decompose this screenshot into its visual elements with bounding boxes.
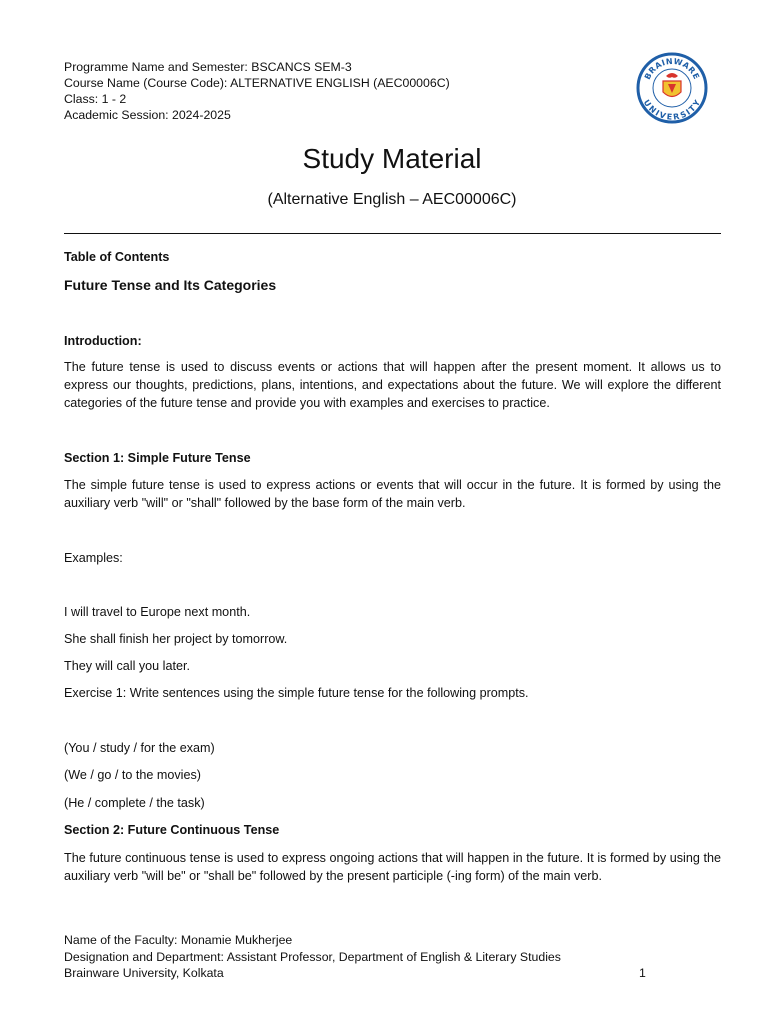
session-line: Academic Session: 2024-2025 bbox=[64, 108, 231, 122]
exercise-prompt: (He / complete / the task) bbox=[64, 796, 205, 810]
class-line: Class: 1 - 2 bbox=[64, 92, 127, 106]
intro-heading: Introduction: bbox=[64, 334, 142, 348]
faculty-name: Name of the Faculty: Monamie Mukherjee bbox=[64, 933, 293, 947]
section2-text: The future continuous tense is used to express ongoing actions that will happen in the future. It is formed by using the auxiliary verb "will be" or "shall be" followed by the present participle (-ing form) of the main verb. bbox=[64, 851, 721, 883]
university-logo bbox=[636, 52, 708, 124]
example-item: She shall finish her project by tomorrow. bbox=[64, 632, 288, 646]
example-item: They will call you later. bbox=[64, 659, 190, 673]
examples-label: Examples: bbox=[64, 551, 123, 565]
logo-bottom-text: UNIVERSITY bbox=[641, 98, 703, 122]
topic-heading: Future Tense and Its Categories bbox=[64, 277, 277, 293]
header-divider bbox=[64, 233, 721, 234]
course-meta bbox=[64, 59, 450, 123]
section1-text: The simple future tense is used to express actions or events that will occur in the future. It is formed by using the auxiliary verb "will" or "shall" followed by the base form of the main verb. bbox=[64, 478, 721, 510]
university-name: Brainware University, Kolkata bbox=[64, 966, 224, 980]
faculty-designation: Designation and Department: Assistant Professor, Department of English & Literary Studies bbox=[64, 949, 561, 964]
page-number: 1 bbox=[639, 966, 646, 980]
page-title: Study Material bbox=[302, 143, 482, 174]
page-footer bbox=[64, 932, 664, 982]
page-subtitle: (Alternative English – AEC00006C) bbox=[267, 191, 517, 208]
exercise-prompt: (We / go / to the movies) bbox=[64, 768, 201, 782]
exercise-instruction: Exercise 1: Write sentences using the simple future tense for the following prompts. bbox=[64, 686, 529, 700]
intro-text: The future tense is used to discuss events or actions that will happen after the present moment. It allows us to express our thoughts, predictions, plans, intentions, and expectations about the future. We will explore the different categories of the future tense and provide you with examples and exercises to practice. bbox=[64, 360, 721, 410]
example-item: I will travel to Europe next month. bbox=[64, 605, 251, 619]
section1-heading: Section 1: Simple Future Tense bbox=[64, 451, 251, 465]
course-line: Course Name (Course Code): ALTERNATIVE ENGLISH (AEC00006C) bbox=[64, 76, 450, 90]
section2-heading: Section 2: Future Continuous Tense bbox=[64, 823, 280, 837]
exercise-prompt: (You / study / for the exam) bbox=[64, 741, 215, 755]
logo-top-text: BRAINWARE bbox=[642, 56, 702, 81]
toc-label: Table of Contents bbox=[64, 250, 170, 264]
programme-line: Programme Name and Semester: BSCANCS SEM-3 bbox=[64, 60, 352, 74]
